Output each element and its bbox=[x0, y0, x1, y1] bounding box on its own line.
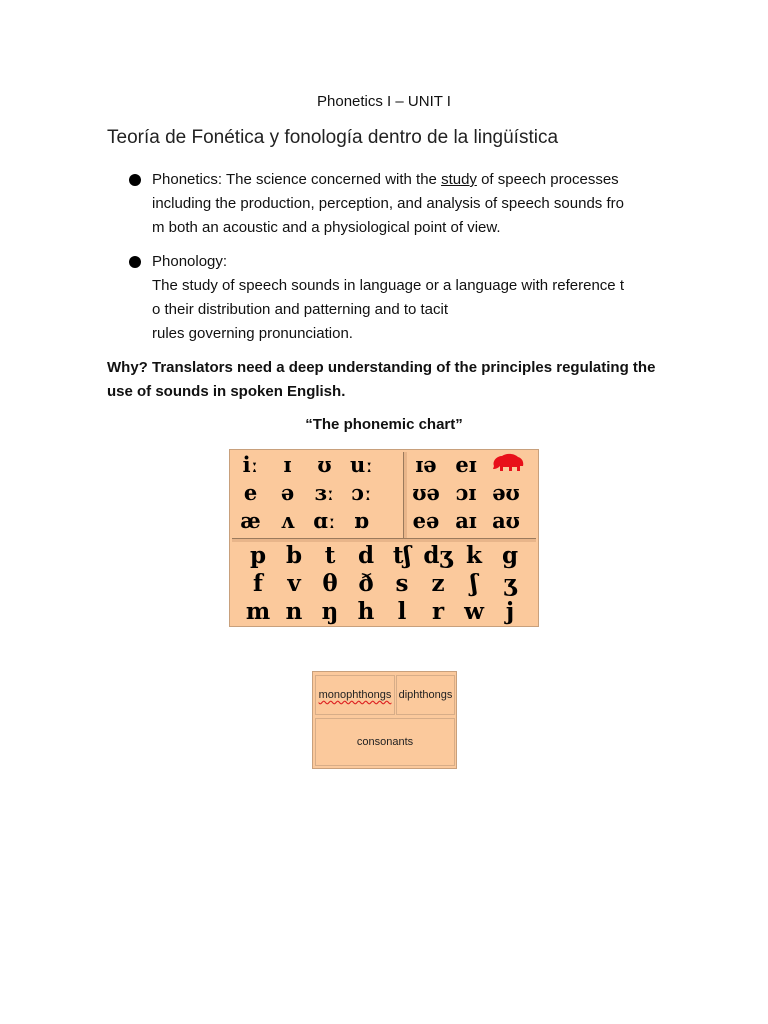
phoneme-symbol[interactable]: ʊə bbox=[412, 480, 440, 505]
phoneme-symbol[interactable]: ʊ bbox=[317, 452, 332, 477]
legend-monophthongs: monophthongs bbox=[315, 675, 395, 715]
phoneme-symbol[interactable]: ɪə bbox=[415, 452, 437, 477]
phoneme-symbol[interactable]: ɜː bbox=[314, 480, 335, 505]
phoneme-symbol[interactable]: ð bbox=[358, 570, 374, 597]
phoneme-symbol[interactable]: r bbox=[431, 598, 445, 625]
phoneme-symbol[interactable]: dʒ bbox=[423, 542, 453, 569]
phoneme-symbol[interactable]: ɔː bbox=[351, 480, 372, 505]
phoneme-symbol[interactable]: m bbox=[245, 598, 271, 625]
consonant-row bbox=[240, 570, 528, 597]
phoneme-symbol[interactable]: ʒ bbox=[503, 570, 517, 597]
monophthong-row bbox=[232, 508, 380, 533]
phonemic-chart bbox=[229, 449, 539, 627]
phoneme-symbol[interactable]: p bbox=[249, 542, 267, 569]
phonetics-definition: Phonetics: The science concerned with the study of speech processes including the production, perception, and analysis of speech sounds fro m both an acoustic and a physiological point of view. bbox=[152, 171, 624, 236]
phoneme-symbol[interactable]: aʊ bbox=[492, 508, 520, 533]
phoneme-symbol[interactable]: tʃ bbox=[392, 542, 412, 569]
phoneme-symbol[interactable]: ɪ bbox=[283, 452, 292, 477]
phoneme-symbol[interactable]: w bbox=[464, 598, 484, 625]
diphthong-row bbox=[406, 480, 526, 505]
phoneme-symbol[interactable]: ɑː bbox=[313, 508, 336, 533]
diphthong-row bbox=[406, 452, 530, 478]
phoneme-symbol[interactable]: uː bbox=[349, 452, 374, 477]
why-statement: Why? Translators need a deep understanding of the principles regulating the use of sounds in spoken English. bbox=[107, 359, 656, 400]
bullet-icon bbox=[129, 256, 141, 268]
phoneme-symbol[interactable]: eə bbox=[412, 508, 440, 533]
phoneme-symbol[interactable]: s bbox=[395, 570, 409, 597]
diphthong-row bbox=[406, 508, 526, 533]
phoneme-symbol[interactable]: z bbox=[431, 570, 445, 597]
phoneme-symbol[interactable]: f bbox=[253, 570, 263, 597]
chart-legend bbox=[312, 671, 457, 769]
phoneme-symbol[interactable]: g bbox=[501, 542, 519, 569]
phonology-definition: Phonology: The study of speech sounds in language or a language with reference t o their distribution and patterning and to tacit rules governing pronunciation. bbox=[152, 253, 624, 342]
elephant-icon bbox=[486, 452, 530, 478]
phoneme-symbol[interactable]: ɒ bbox=[354, 508, 369, 533]
page-title: Teoría de Fonética y fonología dentro de la lingüística bbox=[107, 127, 559, 148]
consonant-row bbox=[240, 542, 528, 569]
page-header: Phonetics I – UNIT I bbox=[317, 93, 451, 110]
phoneme-symbol[interactable]: ŋ bbox=[321, 598, 339, 625]
phoneme-symbol[interactable]: v bbox=[287, 570, 301, 597]
consonant-row bbox=[240, 598, 528, 625]
phoneme-symbol[interactable]: iː bbox=[242, 452, 259, 477]
chart-title: “The phonemic chart” bbox=[305, 416, 463, 433]
phoneme-symbol[interactable]: əʊ bbox=[492, 480, 520, 505]
phoneme-symbol[interactable]: θ bbox=[322, 570, 338, 597]
phoneme-symbol[interactable]: t bbox=[324, 542, 336, 569]
phoneme-symbol[interactable]: ɔɪ bbox=[455, 480, 477, 505]
phoneme-symbol[interactable]: l bbox=[397, 598, 407, 625]
phoneme-symbol[interactable]: d bbox=[357, 542, 375, 569]
phoneme-symbol[interactable]: aɪ bbox=[455, 508, 477, 533]
phoneme-symbol[interactable]: b bbox=[285, 542, 303, 569]
phoneme-symbol[interactable]: h bbox=[357, 598, 375, 625]
monophthong-row bbox=[232, 480, 380, 505]
phoneme-symbol[interactable]: k bbox=[466, 542, 482, 569]
phoneme-symbol[interactable]: æ bbox=[240, 508, 261, 533]
bullet-icon bbox=[129, 174, 141, 186]
legend-diphthongs: diphthongs bbox=[396, 675, 455, 715]
phoneme-symbol[interactable]: eɪ bbox=[455, 452, 477, 477]
study-link[interactable]: study bbox=[441, 171, 477, 188]
phoneme-symbol[interactable]: ʌ bbox=[280, 508, 295, 533]
phoneme-symbol[interactable]: ʃ bbox=[470, 570, 478, 597]
monophthong-row bbox=[232, 452, 380, 477]
phoneme-symbol[interactable]: n bbox=[285, 598, 303, 625]
phoneme-symbol[interactable]: j bbox=[505, 598, 515, 625]
phoneme-symbol[interactable]: e bbox=[243, 480, 258, 505]
legend-consonants: consonants bbox=[315, 718, 455, 766]
phoneme-symbol[interactable]: ə bbox=[280, 480, 295, 505]
